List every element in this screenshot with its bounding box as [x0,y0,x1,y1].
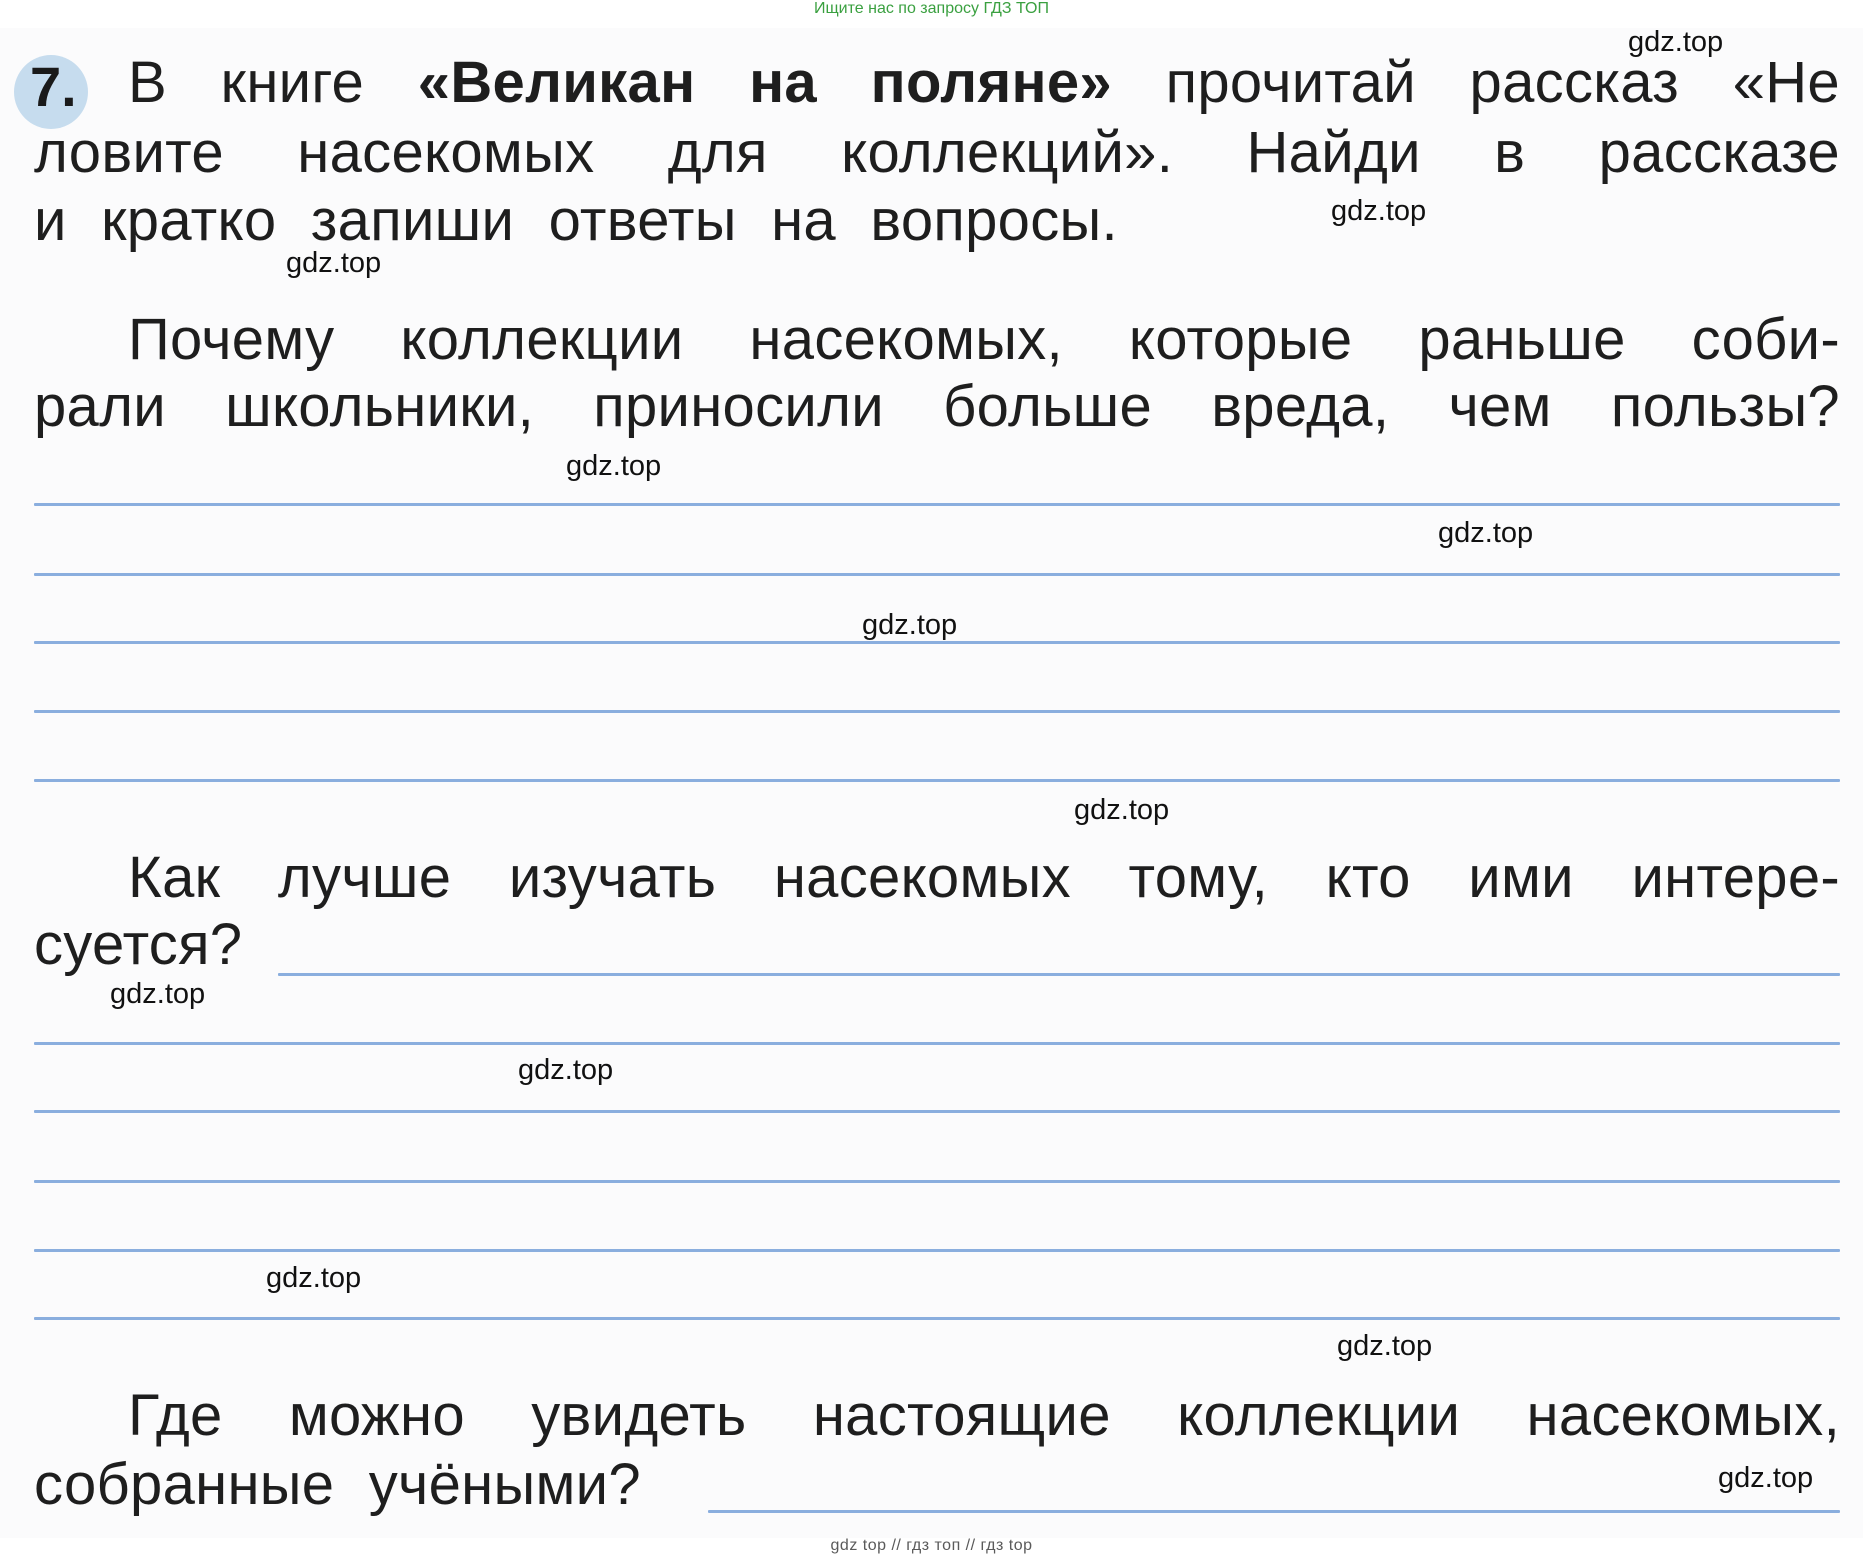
intro-line-1-start: В книге [128,50,365,115]
watermark: gdz.top [1628,26,1724,58]
answer-line-q2-2[interactable] [34,1042,1840,1045]
answer-line-q2-1[interactable] [278,973,1840,976]
answer-line-q1-2[interactable] [34,573,1840,576]
question-3-line-2: собранные учёными? [34,1452,641,1517]
answer-line-q1-1[interactable] [34,503,1840,506]
watermark: gdz.top [1438,517,1534,549]
intro-line-1-end: прочитай рассказ «Не [1165,50,1840,115]
intro-line-3: и кратко запиши ответы на вопросы. [34,188,1118,253]
question-3-line-1: Где можно увидеть настоящие коллекции насекомых, [128,1383,1840,1448]
answer-line-q2-4[interactable] [34,1180,1840,1183]
footer-banner[interactable]: gdz top // гдз топ // гдз top [830,1537,1033,1554]
question-2-line-2: суется? [34,912,243,977]
task-number: 7. [30,55,77,118]
answer-line-q2-5[interactable] [34,1249,1840,1252]
watermark: gdz.top [1331,195,1427,227]
question-1-line-2: рали школьники, приносили больше вреда, чем пользы? [34,374,1840,439]
book-title: «Великан на поляне» [417,50,1112,115]
watermark: gdz.top [1074,794,1170,826]
watermark: gdz.top [1337,1330,1433,1362]
watermark: gdz.top [1718,1462,1814,1494]
watermark: gdz.top [566,450,662,482]
watermark: gdz.top [286,247,382,279]
top-banner[interactable]: Ищите нас по запросу ГДЗ ТОП [814,0,1049,17]
watermark: gdz.top [266,1262,362,1294]
intro-line-2: ловите насекомых для коллекций». Найди в рассказе [34,120,1840,185]
intro-line-1 [128,48,1840,118]
question-1-line-1: Почему коллекции насекомых, которые раньше соби- [128,307,1840,372]
question-2-line-1: Как лучше изучать насекомых тому, кто ими интере- [128,845,1840,910]
answer-line-q3-1[interactable] [708,1510,1840,1513]
answer-line-q1-5[interactable] [34,779,1840,782]
watermark: gdz.top [518,1054,614,1086]
answer-line-q2-3[interactable] [34,1110,1840,1113]
answer-line-q2-6[interactable] [34,1317,1840,1320]
answer-line-q1-4[interactable] [34,710,1840,713]
watermark: gdz.top [862,609,958,641]
watermark: gdz.top [110,978,206,1010]
